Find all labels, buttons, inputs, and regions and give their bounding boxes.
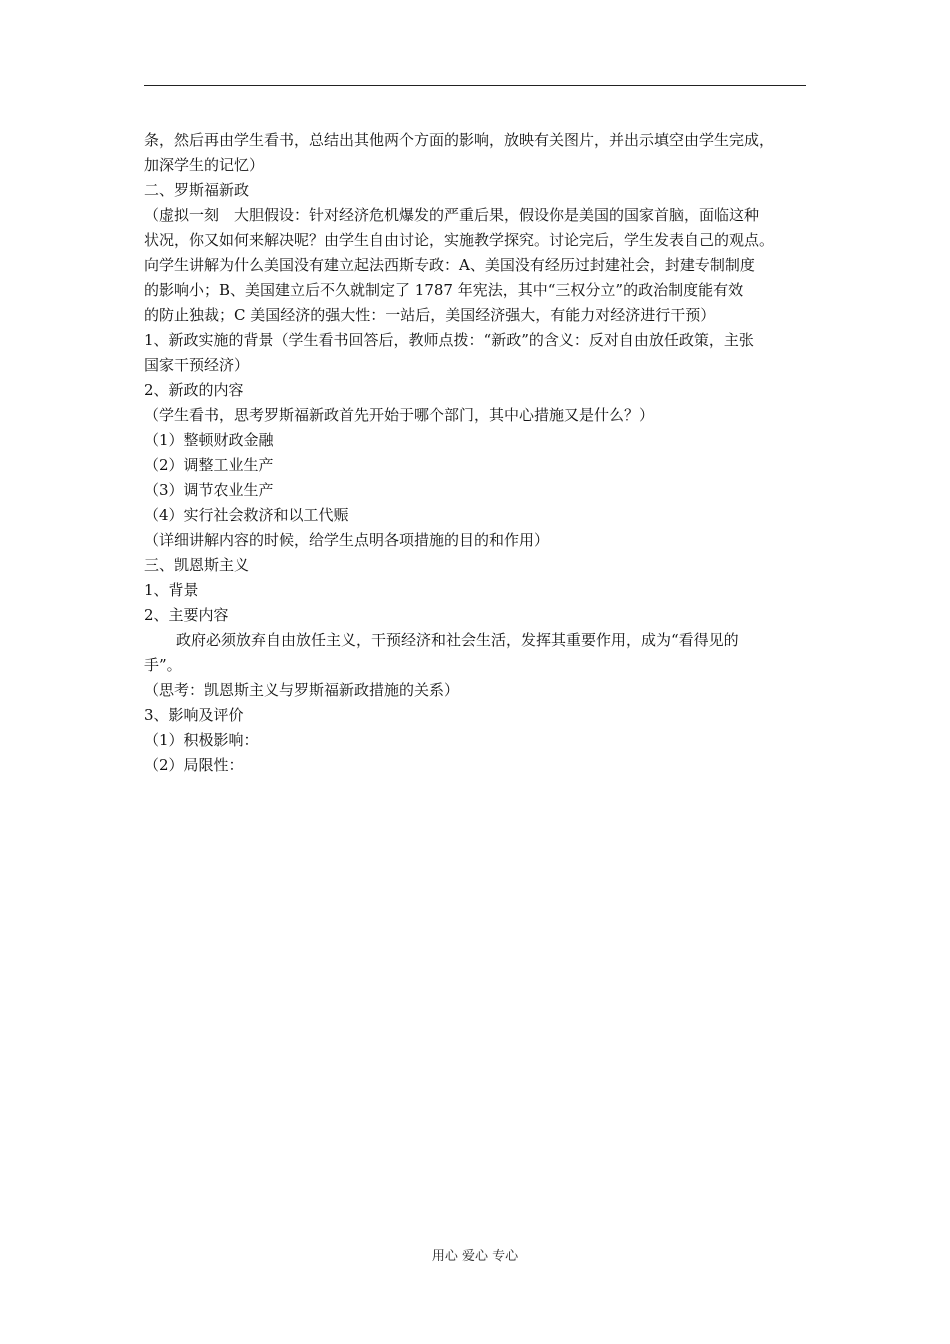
list-item: （2）调整工业生产 [144, 456, 274, 474]
text-line: 向学生讲解为什么美国没有建立起法西斯专政：A、美国没有经历过封建社会，封建专制制度 [144, 256, 755, 274]
list-item: （1）积极影响： [144, 731, 259, 749]
text-line: （虚拟一刻 大胆假设：针对经济危机爆发的严重后果，假设你是美国的国家首脑，面临这种 [144, 206, 760, 224]
text-line: 手”。 [144, 656, 182, 674]
page-footer: 用心 爱心 专心 [431, 1249, 519, 1264]
subsection-heading: 3、影响及评价 [144, 706, 244, 724]
text-line: （思考：凯恩斯主义与罗斯福新政措施的关系） [144, 681, 460, 699]
text-line: 状况，你又如何来解决呢？由学生自由讨论，实施教学探究。讨论完后，学生发表自己的观点。 [144, 231, 775, 249]
subsection-heading: 2、新政的内容 [144, 381, 244, 399]
list-item: （2）局限性： [144, 756, 244, 774]
text-line: 的防止独裁；C 美国经济的强大性：一站后，美国经济强大，有能力对经济进行干预） [144, 306, 716, 324]
text-line: 1、新政实施的背景（学生看书回答后，教师点拨：“新政”的含义：反对自由放任政策，主张 [144, 331, 754, 349]
text-line: 条，然后再由学生看书，总结出其他两个方面的影响，放映有关图片，并出示填空由学生完成， [144, 131, 775, 149]
document-body [144, 128, 814, 778]
subsection-heading: 1、背景 [144, 581, 199, 599]
section-heading: 二、罗斯福新政 [144, 181, 250, 199]
text-line: 加深学生的记忆） [144, 156, 265, 174]
section-heading: 三、凯恩斯主义 [144, 556, 250, 574]
text-line: 国家干预经济） [144, 356, 250, 374]
text-line: 政府必须放弃自由放任主义，干预经济和社会生活，发挥其重要作用，成为“看得见的 [176, 631, 739, 649]
list-item: （3）调节农业生产 [144, 481, 274, 499]
list-item: （1）整顿财政金融 [144, 431, 274, 449]
text-line: （详细讲解内容的时候，给学生点明各项措施的目的和作用） [144, 531, 550, 549]
text-line: 的影响小；B、美国建立后不久就制定了 1787 年宪法，其中“三权分立”的政治制度能有效 [144, 281, 744, 299]
text-line: （学生看书，思考罗斯福新政首先开始于哪个部门，其中心措施又是什么？） [144, 406, 655, 424]
header-rule [144, 85, 806, 86]
list-item: （4）实行社会救济和以工代赈 [144, 506, 349, 524]
subsection-heading: 2、主要内容 [144, 606, 229, 624]
